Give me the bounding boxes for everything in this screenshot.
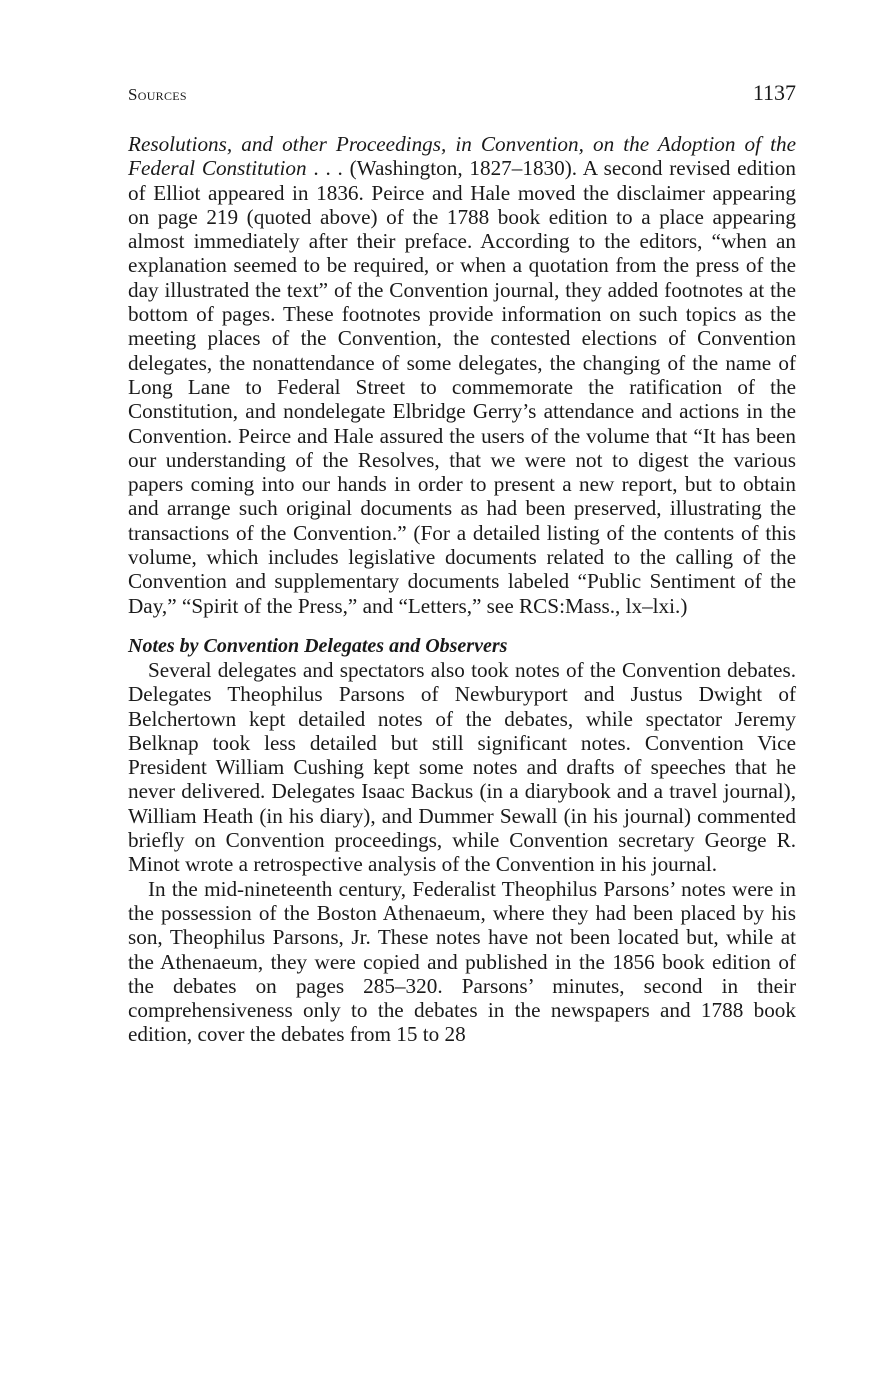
page-number: 1137: [752, 80, 796, 105]
paragraph-continued: [128, 132, 796, 618]
paragraph-parsons-notes: In the mid-nineteenth century, Federalist Theophilus Parsons’ notes were in the possession of the Boston Athenaeum, where they had been placed by his son, Theophilus Parsons, Jr. These notes have not been located but, while at the Athenaeum, they were copied and published in the 1856 book edition of the debates on pages 285–320. Parsons’ minutes, second in their comprehensiveness only to the debates in the newspapers and 1788 book edition, cover the debates from 15 to 28: [128, 876, 796, 1047]
section-heading: Notes by Convention Delegates and Observers: [128, 634, 508, 657]
paragraph-delegate-notes: Several delegates and spectators also took notes of the Convention debates. Delegates Theophilus Parsons of Newburyport and Justus Dwight of Belchertown kept detailed notes of the debates, while spectator Jeremy Belknap took less detailed but still significant notes. Convention Vice President William Cushing kept some notes and drafts of speeches that he never delivered. Delegates Isaac Backus (in a diarybook and a travel journal), William Heath (in his diary), and Dummer Sewall (in his journal) commented briefly on Convention proceedings, while Convention secretary George R. Minot wrote a retrospective analysis of the Convention in his journal.: [128, 657, 796, 877]
running-title: Sources: [128, 85, 187, 104]
book-title-italic: Resolutions, and other Proceedings, in Convention, on the Adoption of the Federal Constitution: [128, 132, 796, 181]
book-page: [128, 80, 796, 1047]
paragraph-continued-text: . . . (Washington, 1827–1830). A second revised edition of Elliot appeared in 1836. Peirce and Hale moved the disclaimer appearing on page 219 (quoted above) of the 1788 book edition to a place appearing almost immediately after their preface. According to the editors, “when an explanation seemed to be required, or when a quotation from the press of the day illustrated the text” of the Convention journal, they added footnotes at the bottom of pages. These footnotes provide information on such topics as the meeting places of the Convention, the contested elections of Convention delegates, the nonattendance of some delegates, the changing of the name of Long Lane to Federal Street to commemorate the ratification of the Constitution, and nondelegate Elbridge Gerry’s attendance and actions in the Convention. Peirce and Hale assured the users of the volume that “It has been our understanding of the Resolves, that we were not to digest the various papers coming into our hands in order to present a new report, but to obtain and arrange such original documents as had been preserved, illustrating the transactions of the Convention.” (For a detailed listing of the contents of this volume, which includes legislative documents related to the calling of the Convention and supplementary documents labeled “Public Sentiment of the Day,” “Spirit of the Press,” and “Letters,” see RCS:Mass., lx–lxi.): [128, 156, 796, 618]
running-head: [128, 80, 796, 116]
